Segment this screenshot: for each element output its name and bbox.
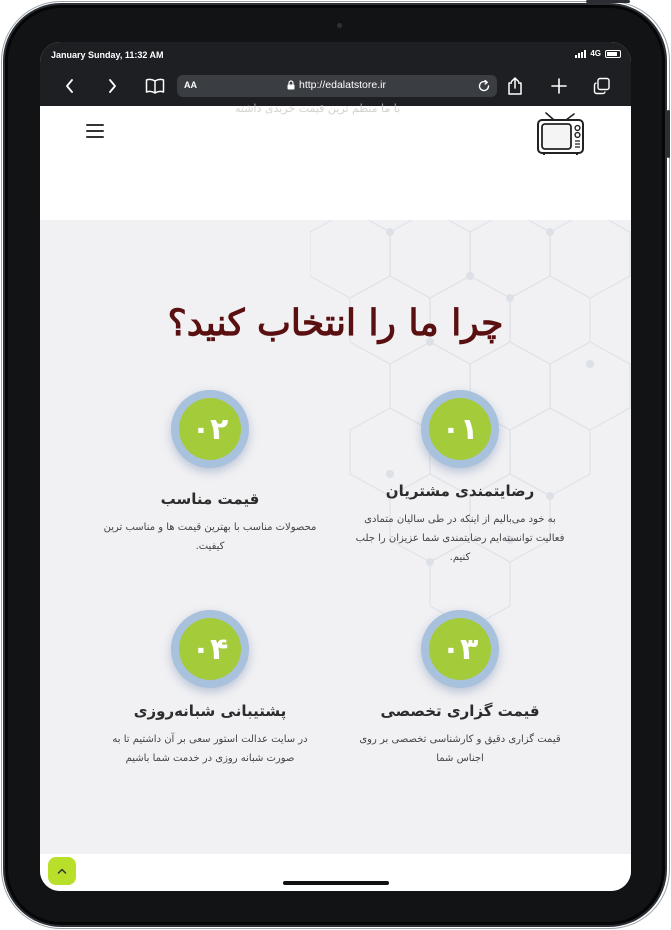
faded-header-text: با ما منظم ترین قیمت خریدی داشته (235, 102, 401, 115)
spacer (40, 156, 631, 220)
bookmarks-button[interactable] (143, 76, 167, 96)
feature-description: در سایت عدالت استور سعی بر آن داشتیم تا به صورت شبانه روزی در خدمت شما باشیم (112, 734, 308, 764)
feature-title: قیمت گزاری تخصصی (380, 702, 540, 720)
power-button (586, 0, 630, 3)
feature-description: محصولات مناسب با بهترین قیمت ها و مناسب ترین کیفیت. (103, 522, 317, 552)
hamburger-icon-line (86, 124, 104, 126)
network-type: 4G (590, 49, 601, 58)
number-badge (421, 610, 499, 688)
screen (40, 42, 631, 891)
status-time: January Sunday, 11:32 AM (51, 50, 164, 60)
text-size-button[interactable]: AA (184, 80, 197, 90)
volume-button (667, 110, 670, 158)
reload-button[interactable] (477, 78, 491, 97)
hamburger-icon-line (86, 136, 104, 138)
badge-number: ۰۳ (429, 618, 491, 680)
number-badge (171, 390, 249, 468)
battery-icon (605, 50, 621, 58)
plus-icon (551, 78, 567, 94)
site-logo[interactable] (536, 112, 586, 160)
badge-number: ۰۲ (179, 398, 241, 460)
feature-description: قیمت گزاری دقیق و کارشناسی تخصصی بر روی اجناس شما (359, 734, 561, 764)
site-header (40, 102, 631, 156)
number-badge (421, 390, 499, 468)
hamburger-icon-line (86, 130, 104, 132)
browser-chrome (40, 42, 631, 106)
feature-card-customer-satisfaction (345, 390, 575, 567)
url-text: http://edalatstore.ir (299, 79, 386, 91)
front-camera (337, 23, 342, 28)
why-choose-us-section (40, 220, 631, 854)
feature-title: پشتیبانی شبانه‌روزی (133, 702, 287, 720)
tabs-icon (593, 77, 611, 95)
feature-card-fair-price (95, 390, 325, 556)
home-indicator[interactable] (283, 881, 389, 885)
scroll-to-top-button[interactable] (48, 857, 76, 885)
badge-number: ۰۴ (179, 618, 241, 680)
new-tab-button[interactable] (547, 76, 571, 96)
address-bar[interactable] (177, 75, 497, 97)
feature-card-expert-pricing (345, 610, 575, 768)
badge-number: ۰۱ (429, 398, 491, 460)
lock-icon (287, 80, 295, 90)
share-icon (507, 77, 523, 95)
back-button[interactable] (58, 76, 82, 96)
chevron-up-icon (57, 867, 67, 875)
footer-strip (40, 854, 631, 891)
number-badge (171, 610, 249, 688)
feature-card-support (95, 610, 325, 768)
reload-icon (477, 79, 491, 93)
retro-tv-icon (536, 112, 586, 156)
open-book-icon (145, 78, 165, 94)
feature-description: به خود می‌بالیم از اینکه در طی سالیان متمادی فعالیت توانسته‌ایم رضایتمندی شما عزیزان را جلب کنیم. (355, 514, 565, 563)
menu-button[interactable] (86, 124, 104, 138)
feature-title: رضایتمندی مشتریان (385, 482, 535, 500)
tabs-button[interactable] (590, 76, 614, 96)
chevron-right-icon (107, 79, 117, 93)
feature-title: قیمت مناسب (160, 490, 260, 508)
signal-icon (575, 50, 586, 58)
section-heading: چرا ما را انتخاب کنید؟ (167, 302, 504, 344)
status-indicators (575, 49, 621, 58)
share-button[interactable] (503, 76, 527, 96)
chevron-left-icon (65, 79, 75, 93)
forward-button[interactable] (100, 76, 124, 96)
